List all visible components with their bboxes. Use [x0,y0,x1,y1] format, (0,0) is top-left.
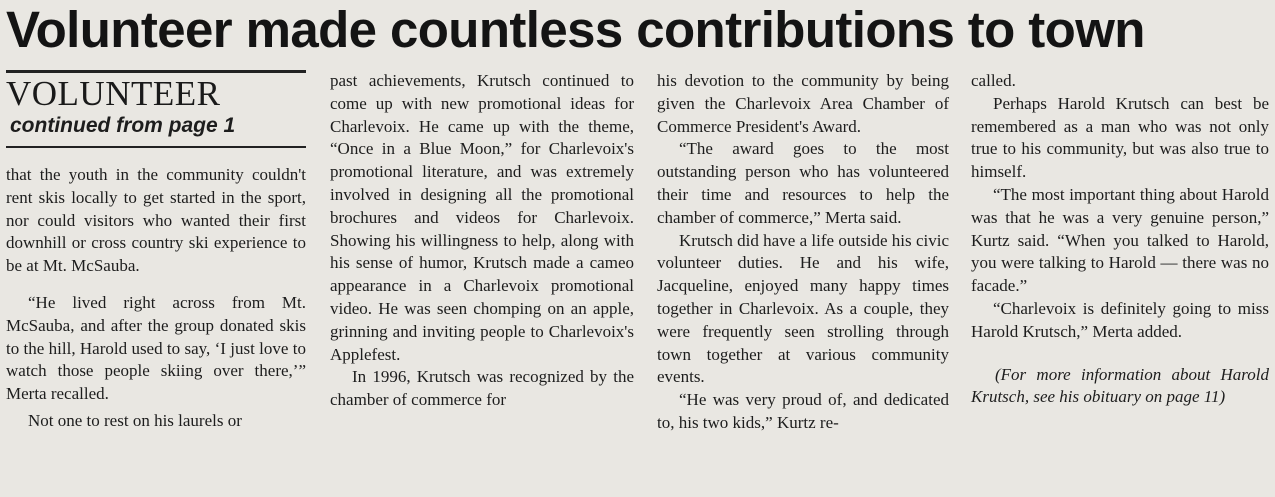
paragraph: “He was very proud of, and dedicated to, his two kids,” Kurtz re- [657,390,949,432]
article-column-1 [6,70,306,433]
article-column-4 [971,70,1269,409]
paragraph: “He lived right across from Mt. McSauba, and after the group donated skis to the hill, Harold used to say, ‘I just love to watch those people skiing over there,’” Merta recalled. [6,292,306,404]
paragraph: his devotion to the community by being given the Charlevoix Area Chamber of Commerce President's Award. [657,71,949,136]
continued-from-label: continued from page 1 [10,114,236,137]
paragraph: “Charlevoix is definitely going to miss Harold Krutsch,” Merta added. [971,298,1269,341]
paragraph: that the youth in the community couldn't rent skis locally to get started in the sport, nor could visitors who wanted their first downhill or cross country ski experience to be at Mt. McSauba. [6,165,306,276]
paragraph: “The most important thing about Harold was that he was a very genuine person,” Kurtz said. “When you talked to Harold, you were talking to Harold — there was no facade.” [971,184,1269,296]
paragraph: Not one to rest on his laurels or [28,410,242,430]
kicker-top-rule [6,70,306,73]
paragraph: past achievements, Krutsch continued to come up with new promotional ideas for Charlevoix. He came up with the theme, “Once in a Blue Moon,” for Charlevoix's promotional literature, and was extremely involved in designing all the promotional brochures and videos for Charlevoix. Showing his willingness to help, along with his sense of humor, Krutsch made a cameo appearance in a Charlevoix promotional video. He was seen chomping on an apple, grinning and inviting people to Charlevoix's Applefest. [330,71,634,364]
paragraph: Krutsch did have a life outside his civic volunteer duties. He and his wife, Jacqueline, enjoyed many happy times together in Charlevoix. As a couple, they were frequently seen strolling through town together at various community events. [657,230,949,387]
paragraph: called. [971,71,1016,90]
article-column-3 [657,70,949,435]
kicker-bottom-rule [6,146,306,148]
kicker-label: VOLUNTEER [6,74,221,113]
obituary-reference-note: (For more information about Harold Krutsch, see his obituary on page 11) [971,364,1269,407]
paragraph: “The award goes to the most outstanding person who has volunteered their time and resources to help the chamber of commerce,” Merta said. [657,139,949,227]
paragraph: Perhaps Harold Krutsch can best be remembered as a man who was not only true to his community, but was also true to himself. [971,93,1269,182]
article-column-2 [330,70,634,412]
article-headline: Volunteer made countless contributions to town [6,1,1145,58]
paragraph: In 1996, Krutsch was recognized by the chamber of commerce for [330,367,634,410]
